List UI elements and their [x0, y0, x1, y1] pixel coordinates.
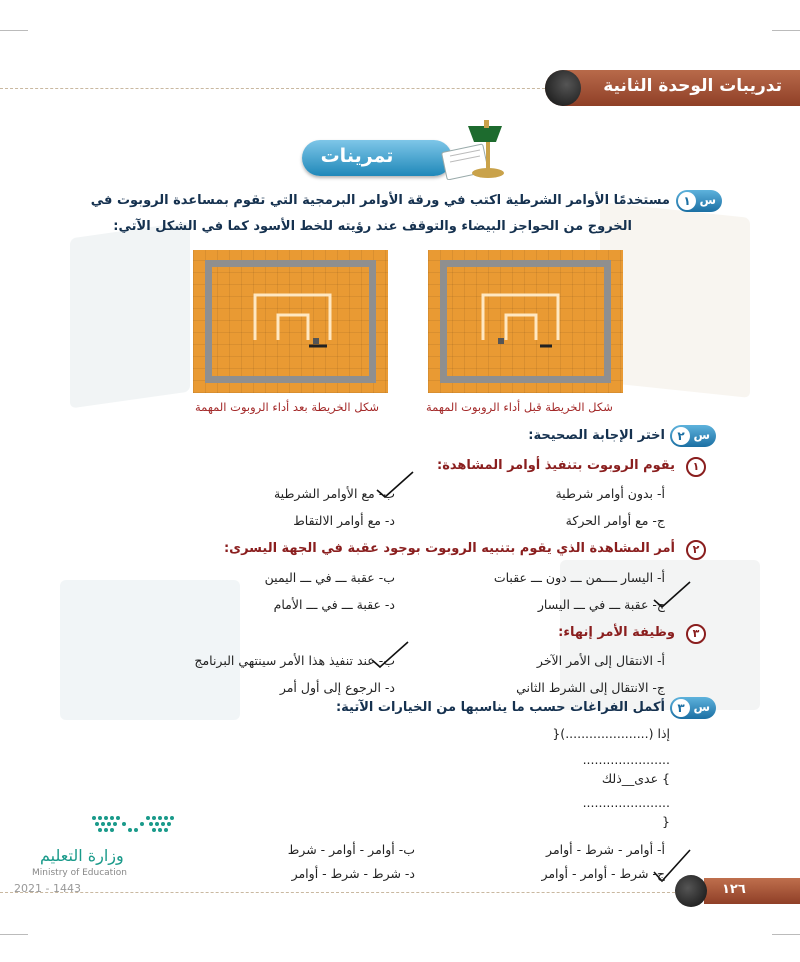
check-mark-icon: [370, 640, 410, 670]
question-label: س: [693, 428, 710, 442]
ministry-name-arabic: وزارة التعليم: [40, 846, 124, 865]
question-number: ٣: [672, 699, 690, 717]
code-line-close: {: [662, 814, 670, 829]
option-a: أ- اليسار ــــمن ـــ دون ـــ عقبات: [493, 570, 665, 585]
code-line-blank-2: ......................: [582, 795, 670, 810]
option-a: أ- الانتقال إلى الأمر الآخر: [536, 653, 665, 668]
exercises-banner: [302, 140, 452, 176]
question-number: ١: [678, 192, 696, 210]
code-line-else: } عدى__ذلك: [601, 771, 670, 786]
check-mark-icon: [375, 470, 415, 500]
sub-question-text: وظيفة الأمر إنهاء:: [558, 625, 675, 640]
crop-mark: [772, 934, 800, 935]
footer-divider: [0, 892, 680, 893]
question-1-line-2: الخروج من الحواجز البيضاء والتوقف عند رؤيته للخط الأسود كما في الشكل الآتي:: [113, 219, 632, 234]
map-path: [193, 250, 388, 393]
unit-header: [545, 70, 800, 106]
sub-question-number: ١: [686, 457, 706, 477]
unit-title: تدريبات الوحدة الثانية: [603, 76, 782, 96]
ministry-logo-icon: [88, 812, 180, 838]
option-d: د- الرجوع إلى أول أمر: [279, 680, 395, 695]
sub-question-number: ٢: [686, 540, 706, 560]
question-2-title: اختر الإجابة الصحيحة:: [528, 428, 665, 443]
sub-question-text: أمر المشاهدة الذي يقوم بتنبيه الروبوت بوجود عقبة في الجهة اليسرى:: [223, 541, 675, 556]
option-d: د- شرط - شرط - أوامر: [291, 866, 415, 881]
sub-question-text: يقوم الروبوت بتنفيذ أوامر المشاهدة:: [437, 458, 675, 473]
option-b: ب- مع الأوامر الشرطية: [273, 486, 395, 501]
page-number-bar: [704, 878, 800, 904]
option-c: ج- الانتقال إلى الشرط الثاني: [516, 680, 665, 695]
crop-mark: [0, 30, 28, 31]
header-divider: [0, 88, 555, 89]
caption-before: شكل الخريطة قبل أداء الروبوت المهمة: [426, 400, 613, 414]
question-1-line-1: مستخدمًا الأوامر الشرطية اكتب في ورقة الأوامر البرمجية التي تقوم بمساعدة الروبوت في: [90, 193, 670, 208]
option-c: ج- شرط - أوامر - أوامر: [541, 866, 665, 881]
header-cap: [545, 70, 581, 106]
code-line-blank-1: ......................: [582, 752, 670, 767]
option-c: ج- مع أوامر الحركة: [565, 513, 665, 528]
question-3-title: أكمل الفراغات حسب ما يناسبها من الخيارات الآتية:: [335, 700, 665, 715]
crop-mark: [772, 30, 800, 31]
option-d: د- عقبة ـــ في ـــ الأمام: [273, 597, 395, 612]
check-mark-icon: [652, 580, 692, 610]
background-decoration: [70, 222, 190, 409]
page-number: ١٢٦: [722, 882, 746, 897]
code-line-if: إذا (.....................){: [552, 726, 670, 741]
question-2-badge: [670, 425, 716, 447]
exercises-title: تمرينات: [320, 145, 394, 167]
map-before-image: [428, 250, 623, 393]
question-3-badge: [670, 697, 716, 719]
desk-lamp-icon: [440, 118, 510, 180]
question-label: س: [693, 700, 710, 714]
background-decoration: [60, 580, 240, 720]
option-b: ب- أوامر - أوامر - شرط: [287, 842, 415, 857]
ministry-name-english: Ministry of Education: [32, 868, 127, 878]
caption-after: شكل الخريطة بعد أداء الروبوت المهمة: [195, 400, 379, 414]
question-number: ٢: [672, 427, 690, 445]
option-a: أ- بدون أوامر شرطية: [555, 486, 665, 501]
map-path: [428, 250, 623, 393]
map-after-image: [193, 250, 388, 393]
crop-mark: [0, 934, 28, 935]
question-1-badge: [676, 190, 722, 212]
sub-question-number: ٣: [686, 624, 706, 644]
page-number-cap: [675, 875, 707, 907]
option-b: ب- عند تنفيذ هذا الأمر سينتهي البرنامج: [194, 653, 395, 668]
option-a: أ- أوامر - شرط - أوامر: [546, 842, 665, 857]
question-label: س: [699, 193, 716, 207]
option-b: ب- عقبة ـــ في ـــ اليمين: [264, 570, 395, 585]
option-d: د- مع أوامر الالتقاط: [293, 513, 395, 528]
option-c: ج- عقبة ـــ في ـــ اليسار: [537, 597, 665, 612]
edition-year: 2021 - 1443: [14, 882, 81, 895]
